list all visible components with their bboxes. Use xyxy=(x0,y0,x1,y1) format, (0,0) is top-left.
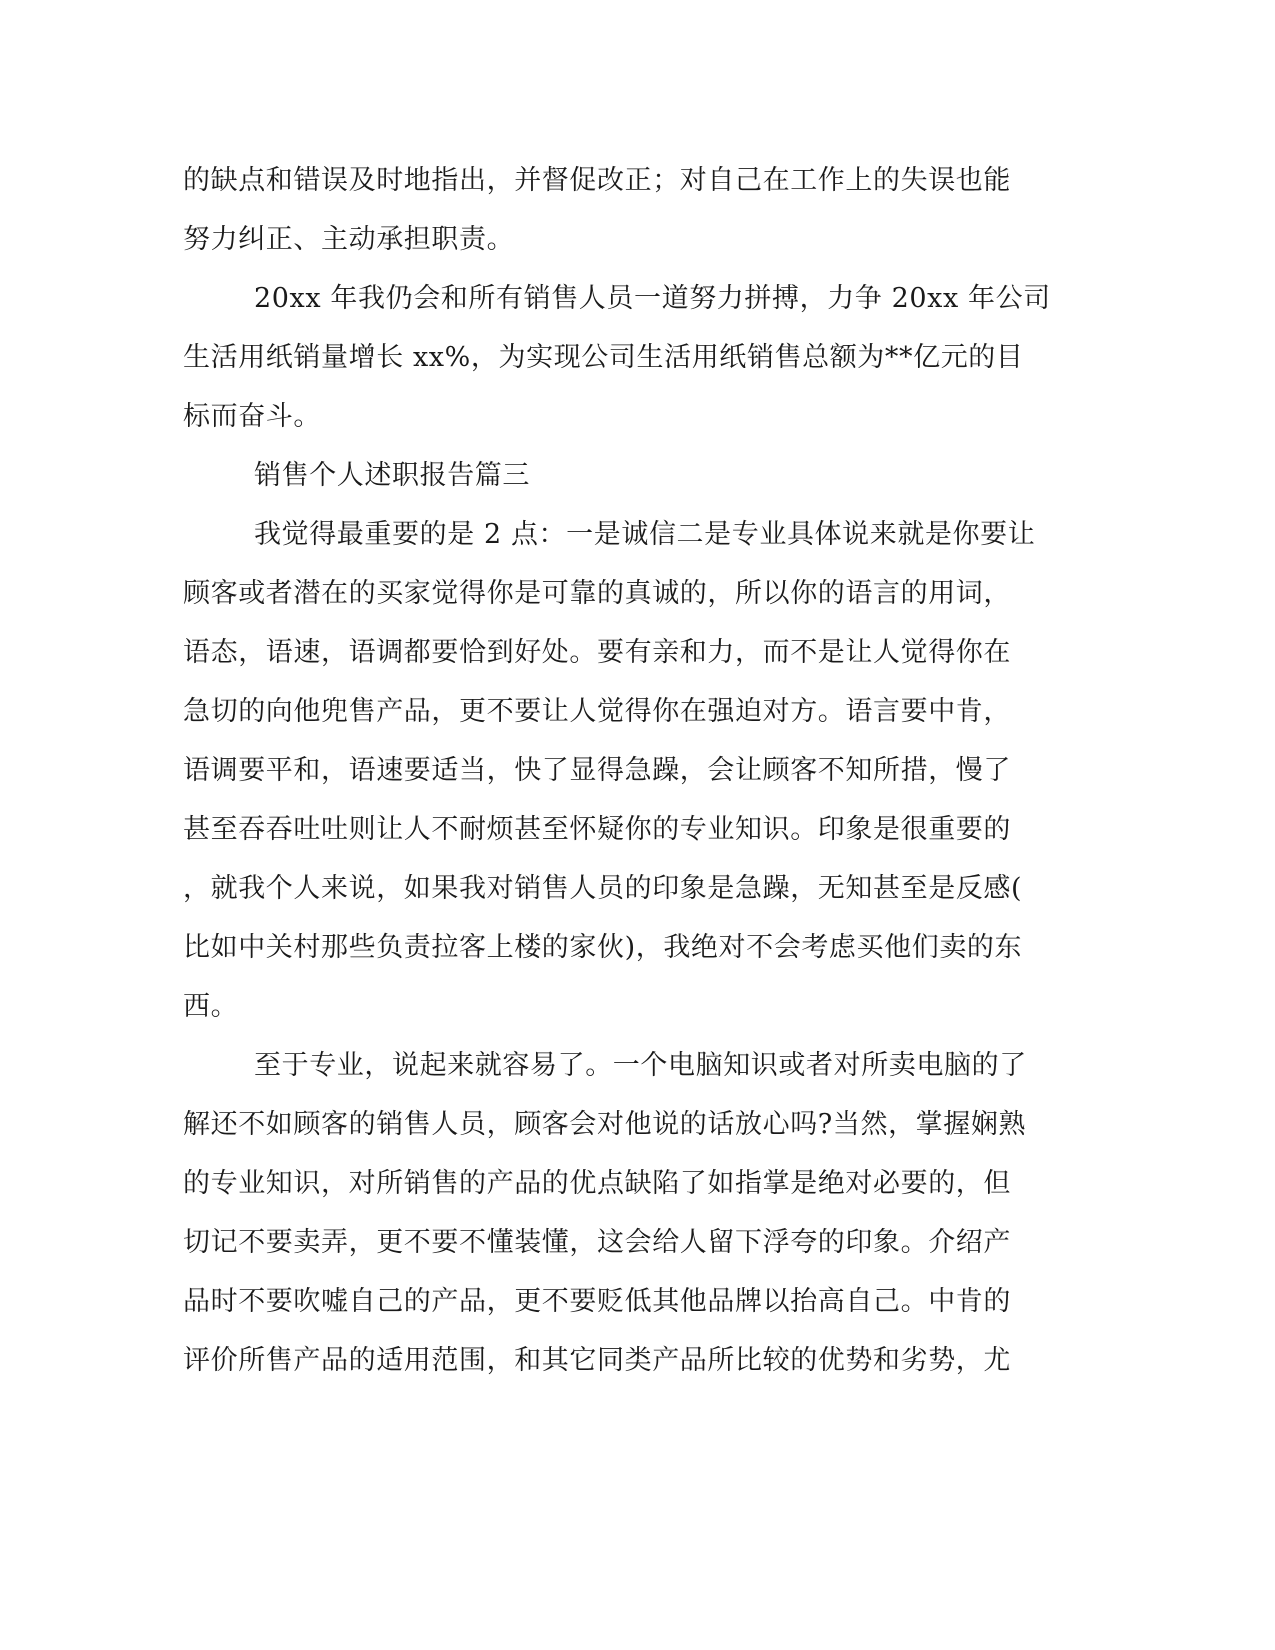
text-line: 标而奋斗。 xyxy=(183,401,321,432)
text-line: 生活用纸销量增长 xx%，为实现公司生活用纸销售总额为**亿元的目 xyxy=(183,342,1024,373)
text-line: 语调要平和，语速要适当，快了显得急躁，会让顾客不知所措，慢了 xyxy=(183,755,1011,786)
text-line: 努力纠正、主动承担职责。 xyxy=(183,224,515,255)
text-line: 急切的向他兜售产品，更不要让人觉得你在强迫对方。语言要中肯， xyxy=(183,696,1011,727)
text-line: 西。 xyxy=(183,991,239,1022)
text-line: 的专业知识，对所销售的产品的优点缺陷了如指掌是绝对必要的，但 xyxy=(183,1168,1011,1199)
text-line: 顾客或者潜在的买家觉得你是可靠的真诚的，所以你的语言的用词， xyxy=(183,578,1011,609)
text-line: 语态，语速，语调都要恰到好处。要有亲和力，而不是让人觉得你在 xyxy=(183,637,1011,668)
section-heading: 销售个人述职报告篇三 xyxy=(254,460,530,491)
text-line: 的缺点和错误及时地指出，并督促改正；对自己在工作上的失误也能 xyxy=(183,165,1011,196)
text-line: 评价所售产品的适用范围，和其它同类产品所比较的优势和劣势，尤 xyxy=(183,1345,1011,1376)
paragraph-start-line: 20xx 年我仍会和所有销售人员一道努力拼搏，力争 20xx 年公司 xyxy=(254,283,1051,314)
paragraph-start-line: 至于专业，说起来就容易了。一个电脑知识或者对所卖电脑的了 xyxy=(254,1050,1027,1081)
paragraph-start-line: 我觉得最重要的是 2 点：一是诚信二是专业具体说来就是你要让 xyxy=(254,519,1036,550)
text-line: 甚至吞吞吐吐则让人不耐烦甚至怀疑你的专业知识。印象是很重要的 xyxy=(183,814,1011,845)
text-line: 品时不要吹嘘自己的产品，更不要贬低其他品牌以抬高自己。中肯的 xyxy=(183,1286,1011,1317)
text-line: 解还不如顾客的销售人员，顾客会对他说的话放心吗?当然，掌握娴熟 xyxy=(183,1109,1027,1140)
text-line: ，就我个人来说，如果我对销售人员的印象是急躁，无知甚至是反感( xyxy=(183,873,1023,904)
text-line: 切记不要卖弄，更不要不懂装懂，这会给人留下浮夸的印象。介绍产 xyxy=(183,1227,1011,1258)
text-line: 比如中关村那些负责拉客上楼的家伙)，我绝对不会考虑买他们卖的东 xyxy=(183,932,1023,963)
